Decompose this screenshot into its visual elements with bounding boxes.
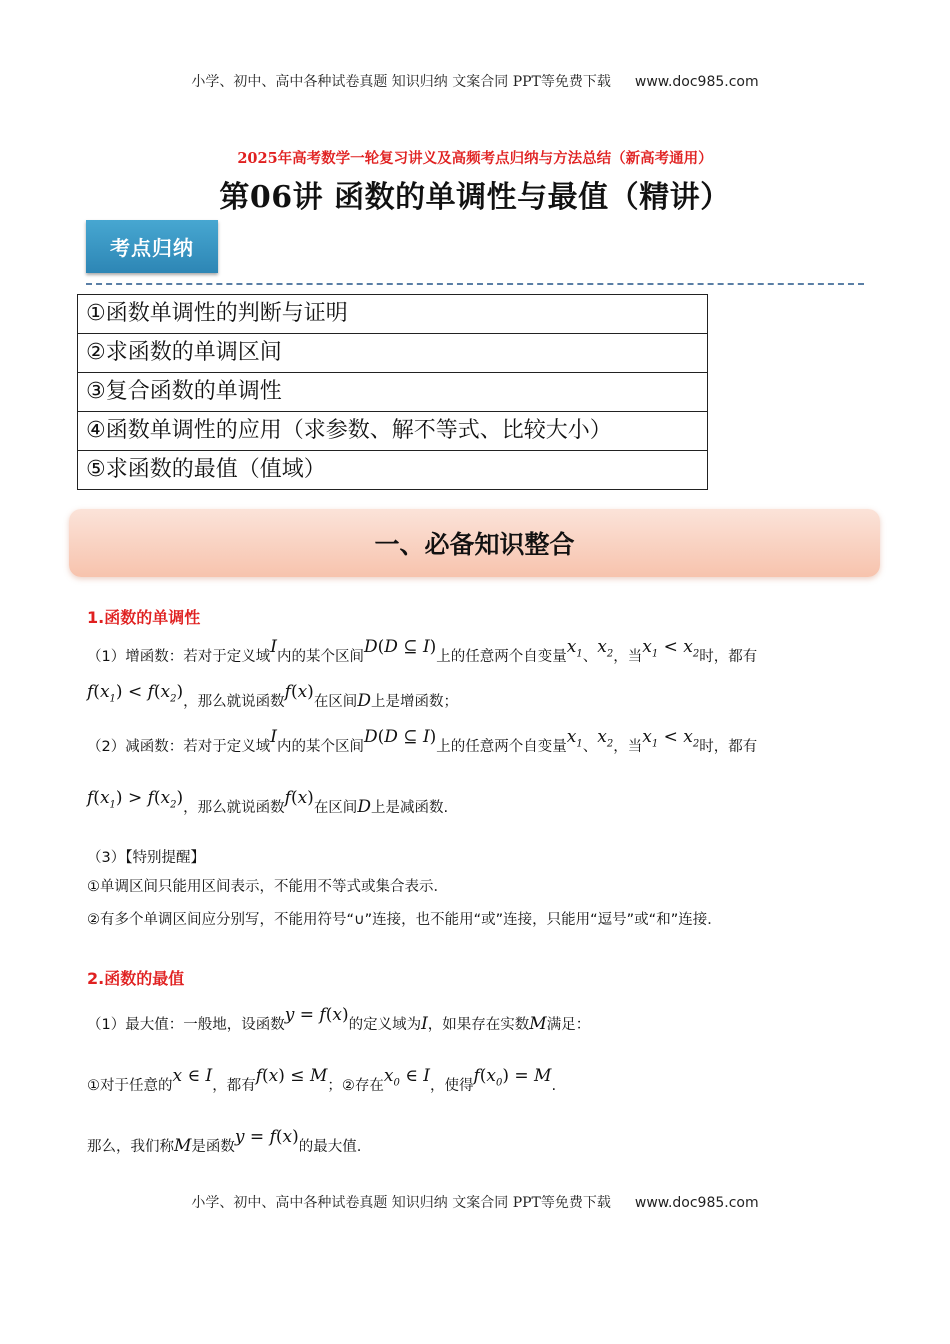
page-footer: [0, 1192, 950, 1212]
heading-extrema: 2.函数的最值: [87, 969, 185, 988]
increasing-def-line1: （1）增函数：若对于定义域I内的某个区间D(D ⊆ I)上的任意两个自变量$x_1$、$x_2$，当$x_1 < x_2$时，都有: [87, 637, 758, 665]
decreasing-def-line1: （2）减函数：若对于定义域I内的某个区间D(D ⊆ I)上的任意两个自变量$x_1$、$x_2$，当$x_1 < x_2$时，都有: [87, 727, 758, 755]
topic-badge: 考点归纳: [86, 220, 218, 273]
page-header: [0, 71, 950, 91]
table-row: [78, 295, 708, 334]
header-url[interactable]: www.doc985.com: [634, 74, 759, 90]
max-def-line3: 那么，我们称M是函数y = f(x)的最大值.: [87, 1127, 362, 1156]
topic-item: ⑤求函数的最值（值域）: [78, 451, 708, 490]
topic-item: ①函数单调性的判断与证明: [78, 295, 708, 334]
reminder-2: ②有多个单调区间应分别写，不能用符号“∪”连接，也不能用“或”连接，只能用“逗号”或“和”连接．: [87, 912, 722, 928]
heading-monotonicity: 1.函数的单调性: [87, 608, 201, 627]
series-title: 2025年高考数学一轮复习讲义及高频考点归纳与方法总结（新高考通用）: [237, 150, 713, 167]
decreasing-def-line2: $f(x_1) > f(x_2)$，那么就说函数f(x)在区间D上是减函数.: [87, 788, 449, 817]
reminder-1: ①单调区间只能用区间表示，不能用不等式或集合表示．: [87, 879, 448, 895]
topic-item: ③复合函数的单调性: [78, 373, 708, 412]
topic-item: ②求函数的单调区间: [78, 334, 708, 373]
special-reminder-heading: （3）【特别提醒】: [87, 850, 205, 866]
footer-url[interactable]: www.doc985.com: [634, 1195, 759, 1211]
dashed-divider: [86, 283, 864, 285]
increasing-def-line2: $f(x_1) < f(x_2)$，那么就说函数f(x)在区间D上是增函数；: [87, 682, 458, 711]
lecture-title: 第06讲 函数的单调性与最值（精讲）: [219, 180, 731, 215]
footer-text: 小学、初中、高中各种试卷真题 知识归纳 文案合同 PPT等免费下载: [191, 1195, 611, 1211]
table-row: [78, 334, 708, 373]
max-def-line1: （1）最大值：一般地，设函数y = f(x)的定义域为I，如果存在实数M满足：: [87, 1005, 591, 1034]
table-row: [78, 373, 708, 412]
table-row: [78, 412, 708, 451]
header-text: 小学、初中、高中各种试卷真题 知识归纳 文案合同 PPT等免费下载: [191, 74, 611, 90]
topic-item: ④函数单调性的应用（求参数、解不等式、比较大小）: [78, 412, 708, 451]
section-banner: 一、必备知识整合: [69, 509, 880, 577]
table-row: [78, 451, 708, 490]
topic-table: [77, 294, 708, 490]
max-def-line2: ①对于任意的x ∈ I，都有f(x) ≤ M；②存在$x_0$ ∈ I，使得$f(x_0) = M$.: [87, 1066, 557, 1094]
